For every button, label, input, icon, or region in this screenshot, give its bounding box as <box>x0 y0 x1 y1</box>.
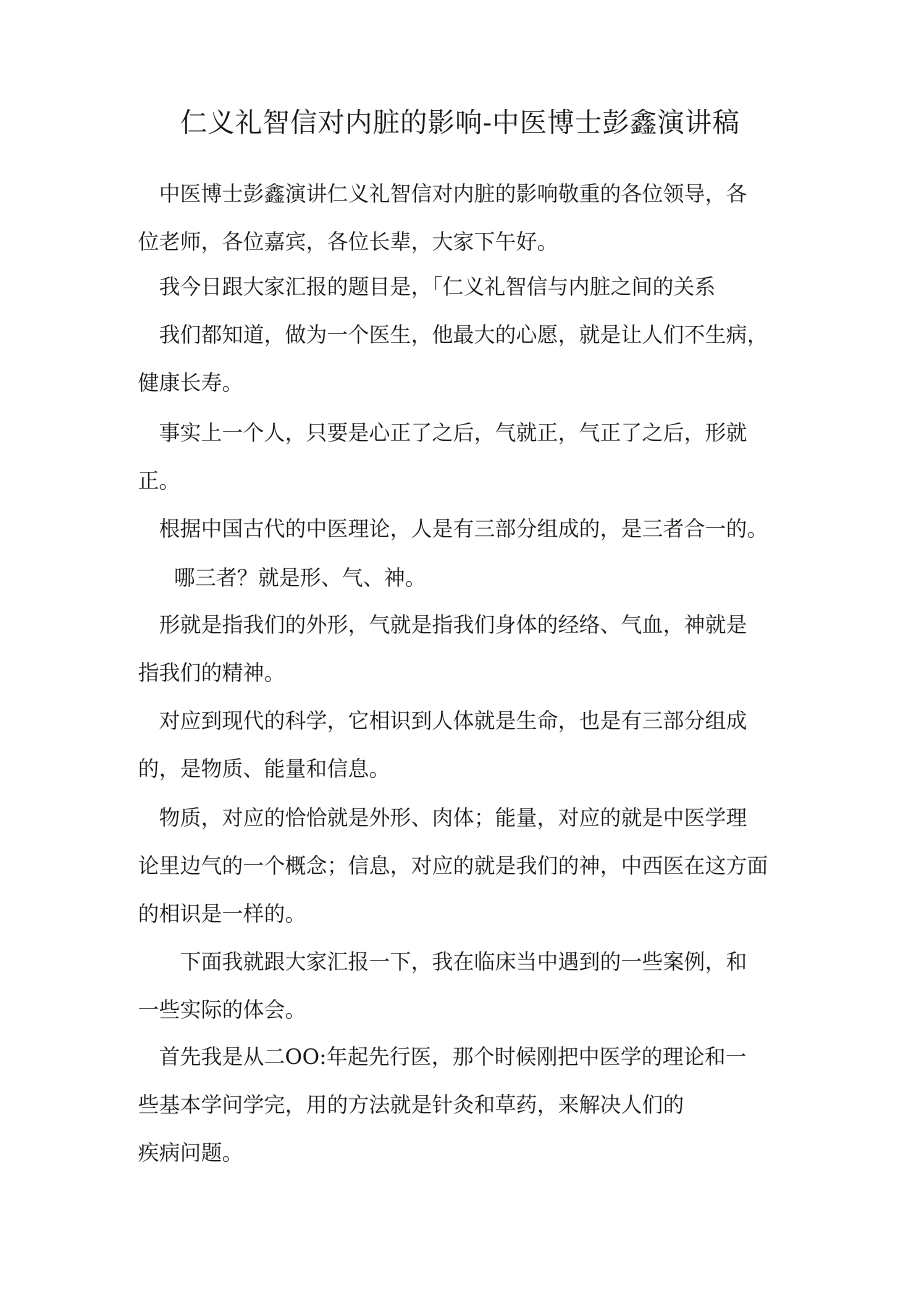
paragraph-7 <box>138 601 784 697</box>
paragraph-line: 事实上一个人，只要是心正了之后，气就正，气正了之后，形就 <box>138 421 747 445</box>
paragraph-line: 物质，对应的恰恰就是外形、肉体；能量，对应的就是中医学理 <box>138 806 747 830</box>
paragraph-line: 位老师，各位嘉宾，各位长辈，大家下午好。 <box>138 230 558 254</box>
paragraph-line: 我今日跟大家汇报的题目是，「仁义礼智信与内脏之间的关系 <box>138 275 716 299</box>
paragraph-3 <box>138 311 784 407</box>
paragraph-6 <box>138 554 784 602</box>
paragraph-10 <box>138 938 784 1034</box>
paragraph-5 <box>138 505 784 553</box>
paragraph-line: 下面我就跟大家汇报一下，我在临床当中遇到的一些案例，和 <box>138 950 747 974</box>
paragraph-line: 些基本学问学完，用的方法就是针灸和草药，来解决人们的 <box>138 1093 684 1117</box>
paragraph-1 <box>138 170 784 266</box>
paragraph-line: 论里边气的一个概念；信息，对应的就是我们的神，中西医在这方面 <box>138 854 768 878</box>
paragraph-line: 一些实际的体会。 <box>138 998 306 1022</box>
paragraph-line: 的，是物质、能量和信息。 <box>138 757 390 781</box>
paragraph-2 <box>138 263 784 311</box>
paragraph-line: 哪三者？就是形、气、神。 <box>174 566 426 590</box>
paragraph-line: 的相识是一样的。 <box>138 902 306 926</box>
paragraph-line: 对应到现代的科学，它相识到人体就是生命，也是有三部分组成 <box>138 709 747 733</box>
paragraph-line: 中医博士彭鑫演讲仁义礼智信对内脏的影响敬重的各位领导，各 <box>138 182 747 206</box>
paragraph-8 <box>138 697 784 793</box>
paragraph-line: 指我们的精神。 <box>138 661 285 685</box>
paragraph-line: 根据中国古代的中医理论，人是有三部分组成的，是三者合一的。 <box>138 517 768 541</box>
paragraph-9 <box>138 794 784 938</box>
paragraph-line: 形就是指我们的外形，气就是指我们身体的经络、气血，神就是 <box>138 613 747 637</box>
paragraph-line: 健康长寿。 <box>138 371 243 395</box>
paragraph-4 <box>138 409 784 505</box>
paragraph-line: 疾病问题。 <box>138 1141 243 1165</box>
paragraph-line: 正。 <box>138 469 180 493</box>
paragraph-line: 我们都知道，做为一个医生，他最大的心愿，就是让人们不生病， <box>138 323 768 347</box>
paragraph-line: 首先我是从二OO:年起先行医，那个时候刚把中医学的理论和一 <box>138 1045 747 1069</box>
document-title: 仁义礼智信对内脏的影响-中医博士彭鑫演讲稿 <box>180 108 740 139</box>
paragraph-11 <box>138 1033 784 1177</box>
